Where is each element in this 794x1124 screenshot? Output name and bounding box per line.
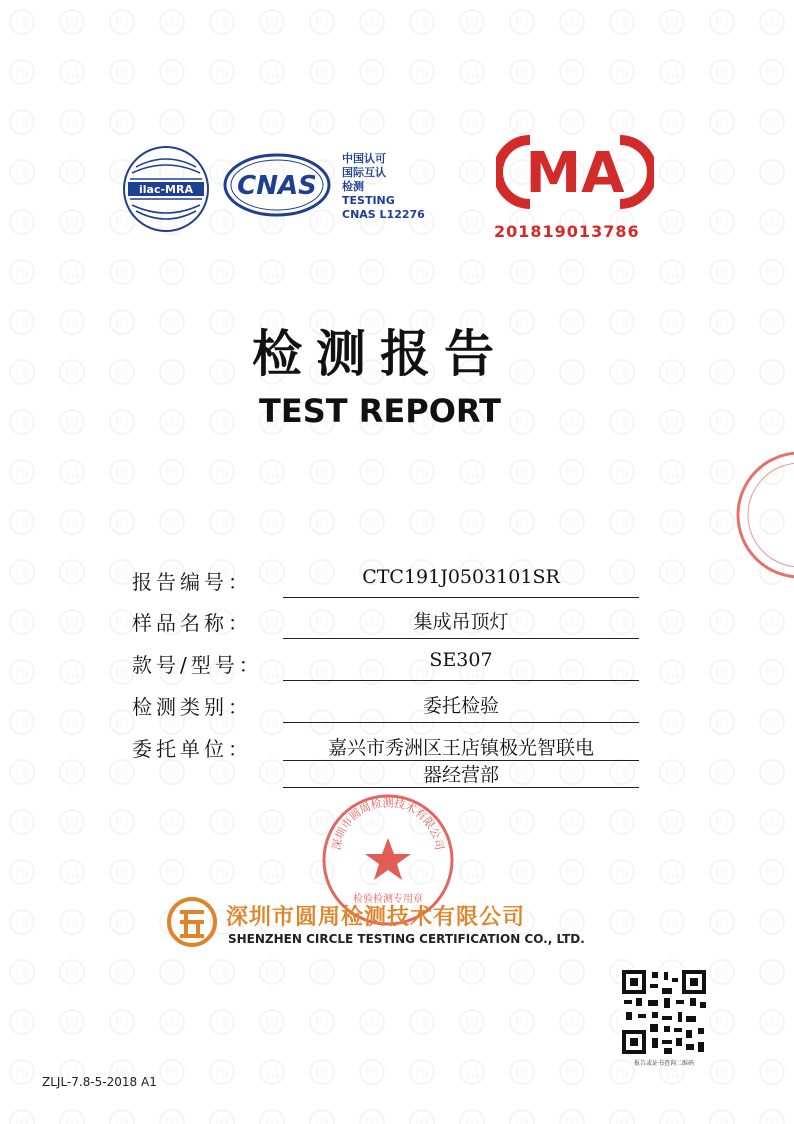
- company-name-en: SHENZHEN CIRCLE TESTING CERTIFICATION CO., LTD.: [228, 932, 585, 946]
- underline: [283, 638, 639, 639]
- qr-code[interactable]: [620, 968, 708, 1056]
- company-name-cn: 深圳市圆周检测技术有限公司: [226, 905, 526, 930]
- sample-name-value: 集成吊顶灯: [413, 611, 509, 633]
- report-no-value: CTC191J0503101SR: [362, 566, 560, 588]
- cnas-line: 国际互认: [342, 166, 386, 179]
- underline: [283, 680, 639, 681]
- ilac-mra-logo: [122, 145, 210, 233]
- cnas-line: 检测: [342, 180, 364, 193]
- cnas-accreditation-text: [342, 152, 425, 222]
- cnas-line: TESTING: [342, 194, 395, 207]
- report-title-cn: 检测报告: [252, 325, 508, 383]
- cma-logo-text: MA: [525, 141, 625, 206]
- model-label: 款号/型号：: [132, 653, 263, 677]
- partial-seal-stamp: [725, 440, 794, 590]
- cnas-line: 中国认可: [342, 152, 386, 165]
- sample-name-label: 样品名称：: [132, 611, 252, 635]
- test-type-label: 检测类别：: [132, 695, 252, 719]
- client-value-line2: 器经营部: [422, 764, 499, 786]
- cnas-logo: [222, 152, 332, 218]
- cma-number: 201819013786: [494, 222, 640, 241]
- client-value-line1: 嘉兴市秀洲区王店镇极光智联电: [327, 737, 594, 759]
- seal-arc-text: 深圳市圆周检测技术有限公司: [330, 796, 446, 852]
- underline: [283, 787, 639, 788]
- form-code: ZLJL-7.8-5-2018 A1: [42, 1075, 157, 1089]
- report-title-en: TEST REPORT: [259, 392, 501, 430]
- test-type-value: 委托检验: [422, 695, 499, 717]
- qr-caption: 报告或证书查询二维码: [633, 1060, 694, 1067]
- underline: [283, 722, 639, 723]
- report-no-label: 报告编号：: [132, 570, 252, 594]
- underline: [283, 597, 639, 598]
- seal-bottom-text: 检验检测专用章: [353, 894, 423, 905]
- seal-star-icon: [365, 838, 411, 880]
- ilac-logo-text: ilac-MRA: [139, 183, 193, 196]
- model-value: SE307: [429, 649, 493, 671]
- cma-logo: [496, 132, 654, 212]
- cnas-line: CNAS L12276: [342, 208, 425, 221]
- client-label: 委托单位：: [132, 737, 252, 761]
- company-logo-icon: [166, 896, 218, 948]
- cnas-logo-text: CNAS: [237, 171, 317, 201]
